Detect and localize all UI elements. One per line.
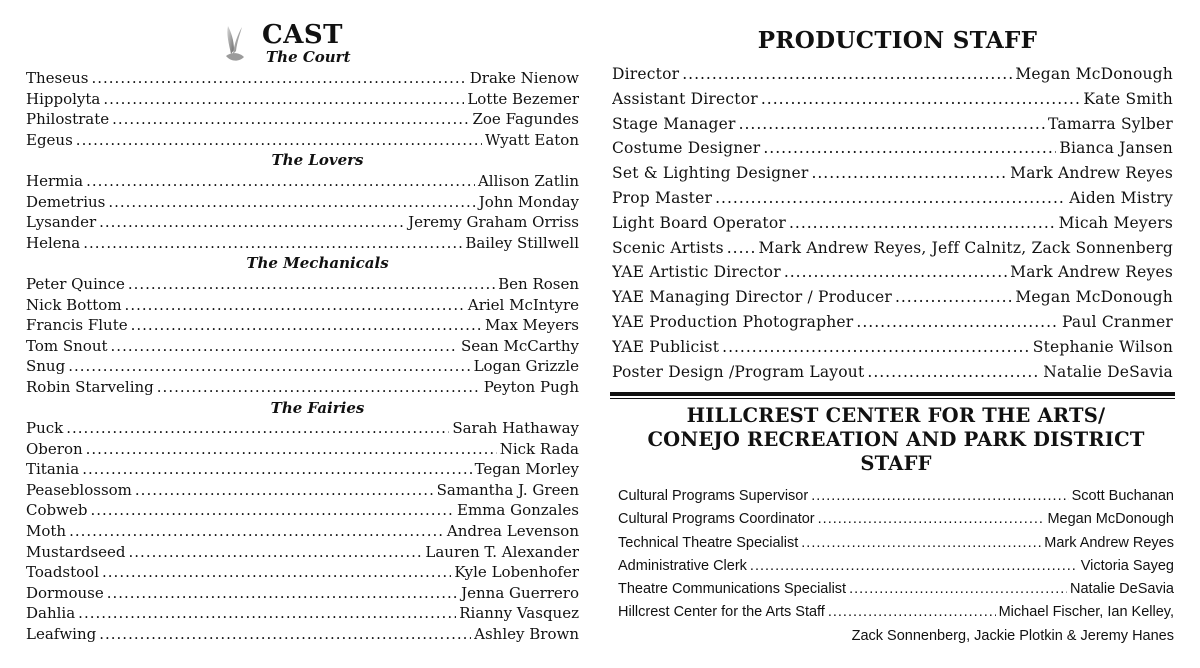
credit-row (26, 89, 579, 110)
role-label: Lysander (26, 213, 97, 232)
person-name: Jeremy Graham Orriss (408, 213, 579, 232)
person-name: Drake Nienow (469, 69, 579, 87)
dot-leader (727, 236, 756, 261)
credit-row (26, 562, 579, 583)
dot-leader (99, 212, 405, 233)
person-name: Sarah Hathaway (452, 419, 579, 438)
credit-row (612, 310, 1173, 335)
role-label: Francis Flute (26, 316, 128, 335)
person-name: Tegan Morley (474, 460, 579, 479)
court-list (26, 68, 579, 150)
person-name: Zoe Fagundes (472, 110, 579, 129)
role-label: Theseus (26, 69, 89, 87)
credit-row (618, 578, 1174, 601)
person-name: Bianca Jansen (1059, 139, 1173, 158)
role-label: Toadstool (26, 563, 100, 582)
person-name: Aiden Mistry (1069, 188, 1173, 207)
court-heading: The Court (266, 48, 351, 66)
cast-title: CAST (262, 20, 343, 50)
credit-row (26, 603, 579, 624)
dot-leader (82, 459, 471, 480)
credit-row (26, 274, 579, 295)
person-name: Michael Fischer, Ian Kelley, (998, 604, 1174, 621)
credit-row (612, 87, 1173, 112)
hillcrest-title-line2: CONEJO RECREATION AND PARK DISTRICT STAFF (647, 428, 1145, 475)
cast-group-heading: The Fairies (270, 398, 365, 417)
person-name: Emma Gonzales (457, 501, 579, 520)
production-staff-section (612, 26, 1173, 384)
credit-row (26, 336, 579, 357)
role-label: Poster Design /Program Layout (612, 362, 865, 381)
person-name: Max Meyers (485, 316, 579, 335)
role-label: Dormouse (26, 583, 104, 602)
credit-row (26, 356, 579, 377)
credit-row (26, 315, 579, 336)
person-name: Peyton Pugh (483, 377, 579, 396)
dot-leader (86, 171, 475, 192)
person-name: Megan McDonough (1047, 511, 1174, 528)
credit-row (618, 601, 1174, 624)
role-label: Peaseblossom (26, 480, 132, 499)
dot-leader (849, 578, 1067, 601)
credit-row (612, 186, 1173, 211)
dot-leader (111, 336, 458, 357)
role-label: Tom Snout (26, 336, 108, 355)
person-name: Ben Rosen (498, 274, 579, 293)
dot-leader (135, 480, 434, 501)
dot-leader (856, 310, 1059, 335)
dot-leader (722, 335, 1030, 360)
dot-leader (102, 562, 451, 583)
person-name: Natalie DeSavia (1043, 362, 1173, 381)
dot-leader (895, 285, 1012, 310)
hillcrest-staff-continuation: Zack Sonnenberg, Jackie Plotkin & Jeremy Hanes (851, 627, 1174, 644)
dot-leader (91, 68, 466, 89)
dot-leader (69, 521, 444, 542)
credit-row (618, 555, 1174, 578)
credit-row (612, 112, 1173, 137)
dot-leader (103, 89, 464, 110)
credit-row (26, 624, 579, 645)
person-name: Bailey Stillwell (465, 233, 579, 252)
dot-leader (128, 274, 495, 295)
dot-leader (763, 136, 1056, 161)
section-divider (610, 392, 1175, 396)
person-name: Lotte Bezemer (467, 89, 579, 108)
dot-leader (157, 377, 481, 398)
person-name: Nick Rada (499, 439, 579, 458)
role-label: Helena (26, 233, 81, 252)
credit-row (612, 236, 1173, 261)
cast-groups (26, 150, 579, 644)
role-label: Titania (26, 460, 80, 479)
person-name: Sean McCarthy (460, 336, 579, 355)
role-label: Puck (26, 419, 64, 438)
credit-row (26, 542, 579, 563)
person-name: Mark Andrew Reyes (1010, 263, 1173, 282)
role-label: Theatre Communications Specialist (618, 581, 847, 598)
role-label: Oberon (26, 439, 83, 458)
person-name: Stephanie Wilson (1032, 337, 1173, 356)
role-label: Demetrius (26, 192, 106, 211)
credit-row (612, 260, 1173, 285)
dot-leader (784, 260, 1007, 285)
person-name: Wyatt Eaton (485, 130, 579, 149)
person-name: Ashley Brown (474, 625, 579, 644)
dot-leader (131, 315, 482, 336)
dot-leader (739, 112, 1045, 137)
credit-row (612, 136, 1173, 161)
role-label: Hippolyta (26, 89, 101, 108)
person-name: Megan McDonough (1015, 65, 1173, 83)
credit-row (612, 285, 1173, 310)
dot-leader (811, 161, 1007, 186)
dot-leader (129, 542, 423, 563)
credit-row (26, 68, 579, 89)
credit-row (26, 439, 579, 460)
person-name: Natalie DeSavia (1070, 581, 1174, 598)
dot-leader (108, 192, 475, 213)
credit-row (26, 459, 579, 480)
person-name: Paul Cranmer (1061, 312, 1173, 331)
dot-leader (99, 624, 471, 645)
credit-row (26, 418, 579, 439)
hillcrest-staff-list (618, 485, 1174, 625)
dot-leader (66, 418, 449, 439)
dot-leader (818, 508, 1045, 531)
role-label: Administrative Clerk (618, 557, 747, 574)
role-label: Nick Bottom (26, 295, 122, 314)
credit-row (618, 532, 1174, 555)
credit-row (26, 500, 579, 521)
dot-leader (828, 601, 996, 624)
credit-row (26, 171, 579, 192)
credit-row (26, 130, 579, 151)
role-label: Hermia (26, 171, 84, 190)
role-label: YAE Publicist (612, 337, 720, 356)
dot-leader (112, 109, 469, 130)
production-staff-title: PRODUCTION STAFF (757, 27, 1038, 54)
role-label: Snug (26, 357, 66, 376)
credit-row (612, 161, 1173, 186)
role-label: Assistant Director (612, 89, 758, 108)
dot-leader (761, 87, 1081, 112)
dot-leader (107, 583, 458, 604)
dot-leader (78, 603, 456, 624)
role-label: YAE Production Photographer (612, 312, 854, 331)
person-name: Tamarra Sylber (1048, 114, 1173, 133)
dot-leader (715, 186, 1066, 211)
role-label: Philostrate (26, 110, 110, 129)
credit-row (26, 583, 579, 604)
cast-group-heading: The Lovers (271, 151, 364, 170)
person-name: Rianny Vasquez (459, 604, 579, 623)
person-name: Lauren T. Alexander (425, 542, 579, 561)
role-label: Dahlia (26, 604, 76, 623)
person-name: Victoria Sayeg (1080, 557, 1174, 574)
credit-row (612, 62, 1173, 87)
role-label: Technical Theatre Specialist (618, 534, 799, 551)
person-name: Kate Smith (1083, 89, 1173, 108)
credit-row (26, 192, 579, 213)
role-label: Egeus (26, 130, 73, 149)
role-label: Cultural Programs Supervisor (618, 488, 809, 504)
credit-row (26, 480, 579, 501)
hillcrest-staff-section (618, 404, 1174, 647)
role-label: YAE Artistic Director (612, 263, 781, 282)
person-name: Mark Andrew Reyes (1044, 534, 1174, 551)
dot-leader (90, 500, 454, 521)
role-label: Cobweb (26, 501, 88, 520)
credit-row (26, 109, 579, 130)
role-label: Mustardseed (26, 542, 126, 561)
person-name: Micah Meyers (1058, 213, 1173, 232)
credit-row (26, 233, 579, 254)
credit-row (26, 295, 579, 316)
role-label: Cultural Programs Coordinator (618, 511, 815, 528)
role-label: Peter Quince (26, 274, 125, 293)
dot-leader (83, 233, 462, 254)
dot-leader (811, 485, 1068, 508)
production-staff-list (612, 62, 1173, 384)
person-name: Andrea Levenson (446, 522, 579, 541)
person-name: Samantha J. Green (436, 480, 579, 499)
credit-row (26, 377, 579, 398)
cast-header (26, 20, 579, 68)
role-label: Light Board Operator (612, 213, 786, 232)
dot-leader (68, 356, 470, 377)
credit-row (612, 335, 1173, 360)
dot-leader (750, 555, 1078, 578)
credit-row (26, 212, 579, 233)
person-name: Mark Andrew Reyes (1010, 164, 1173, 183)
dot-leader (801, 532, 1041, 555)
role-label: YAE Managing Director / Producer (612, 288, 892, 307)
person-name: Mark Andrew Reyes, Jeff Calnitz, Zack Sonnenberg (758, 238, 1173, 257)
section-divider-thin (610, 398, 1175, 399)
dot-leader (789, 211, 1056, 236)
credit-row (612, 211, 1173, 236)
credit-row (26, 521, 579, 542)
rabbit-ears-icon (222, 24, 248, 64)
role-label: Costume Designer (612, 139, 761, 158)
cast-section (26, 20, 579, 645)
role-label: Stage Manager (612, 114, 736, 133)
person-name: Logan Grizzle (473, 357, 579, 376)
hillcrest-title-line1: HILLCREST CENTER FOR THE ARTS/ (686, 404, 1106, 427)
person-name: Ariel McIntyre (467, 295, 579, 314)
person-name: Megan McDonough (1015, 288, 1173, 307)
cast-group-heading: The Mechanicals (246, 254, 389, 273)
role-label: Prop Master (612, 188, 713, 207)
dot-leader (682, 62, 1012, 87)
credit-row (618, 485, 1174, 508)
role-label: Moth (26, 522, 67, 541)
role-label: Leafwing (26, 625, 97, 644)
credit-row (612, 360, 1173, 385)
role-label: Set & Lighting Designer (612, 164, 809, 183)
dot-leader (125, 295, 465, 316)
credit-row (618, 508, 1174, 531)
dot-leader (86, 439, 497, 460)
role-label: Hillcrest Center for the Arts Staff (618, 604, 825, 621)
person-name: Kyle Lobenhofer (454, 563, 579, 582)
person-name: Jenna Guerrero (461, 583, 579, 602)
dot-leader (867, 360, 1040, 385)
role-label: Director (612, 65, 680, 83)
role-label: Scenic Artists (612, 238, 724, 257)
person-name: Allison Zatlin (477, 171, 579, 190)
role-label: Robin Starveling (26, 377, 154, 396)
dot-leader (76, 130, 482, 151)
person-name: John Monday (478, 192, 579, 211)
person-name: Scott Buchanan (1071, 488, 1174, 504)
